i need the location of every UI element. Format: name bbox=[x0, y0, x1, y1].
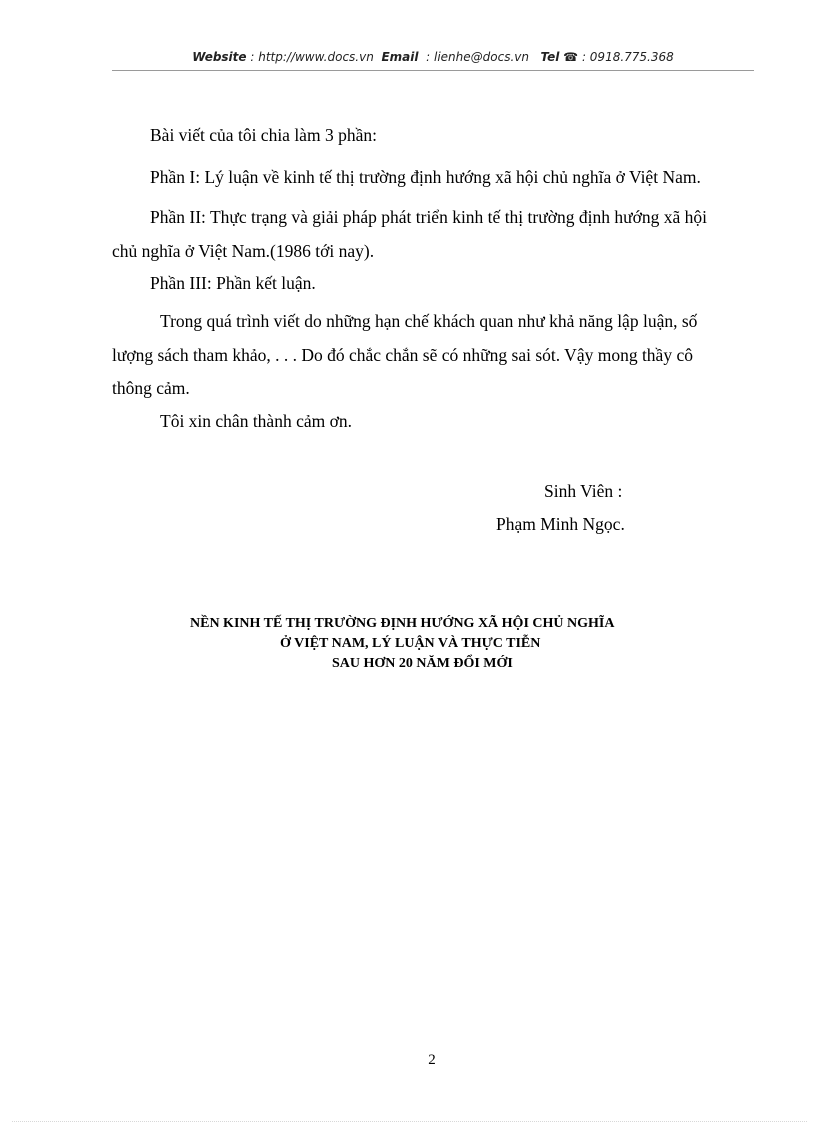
email-label: Email bbox=[381, 50, 419, 64]
page-bottom-border bbox=[12, 1121, 807, 1122]
page-header bbox=[112, 50, 754, 64]
phone-icon: ☎ bbox=[563, 50, 579, 64]
signature-role: Sinh Viên : bbox=[544, 481, 623, 501]
part-one-line: Phần I: Lý luận về kinh tế thị trường định hướng xã hội chủ nghĩa ở Việt Nam. bbox=[150, 167, 701, 187]
title-line-1: NỀN KINH TẾ THỊ TRƯỜNG ĐỊNH HƯỚNG XÃ HỘI CHỦ NGHĨA bbox=[190, 616, 615, 631]
website-label: Website bbox=[192, 50, 247, 64]
part-three-line: Phần III: Phần kết luận. bbox=[150, 273, 316, 293]
paragraph-line-2: lượng sách tham khảo, . . . Do đó chắc chắn sẽ có những sai sót. Vậy mong thầy cô bbox=[112, 345, 693, 365]
paragraph-line-1: Trong quá trình viết do những hạn chế khách quan như khả năng lập luận, số bbox=[160, 311, 698, 331]
intro-line: Bài viết của tôi chia làm 3 phần: bbox=[150, 125, 377, 145]
paragraph-line-3: thông cảm. bbox=[112, 378, 190, 398]
title-line-2: Ở VIỆT NAM, LÝ LUẬN VÀ THỰC TIỄN bbox=[280, 636, 541, 651]
signature-name: Phạm Minh Ngọc. bbox=[496, 514, 625, 534]
part-two-line-1: Phần II: Thực trạng và giải pháp phát triển kinh tế thị trường định hướng xã hội bbox=[150, 207, 707, 227]
email-address[interactable]: : lienhe@docs.vn bbox=[426, 50, 529, 64]
header-divider bbox=[112, 70, 754, 71]
page-number: 2 bbox=[428, 1052, 436, 1068]
website-url[interactable]: : http://www.docs.vn bbox=[250, 50, 374, 64]
tel-number: : 0918.775.368 bbox=[581, 50, 674, 64]
tel-label: Tel bbox=[540, 50, 560, 64]
title-line-3: SAU HƠN 20 NĂM ĐỔI MỚI bbox=[332, 656, 513, 671]
thanks-line: Tôi xin chân thành cảm ơn. bbox=[160, 411, 352, 431]
part-two-line-2: chủ nghĩa ở Việt Nam.(1986 tới nay). bbox=[112, 241, 375, 261]
